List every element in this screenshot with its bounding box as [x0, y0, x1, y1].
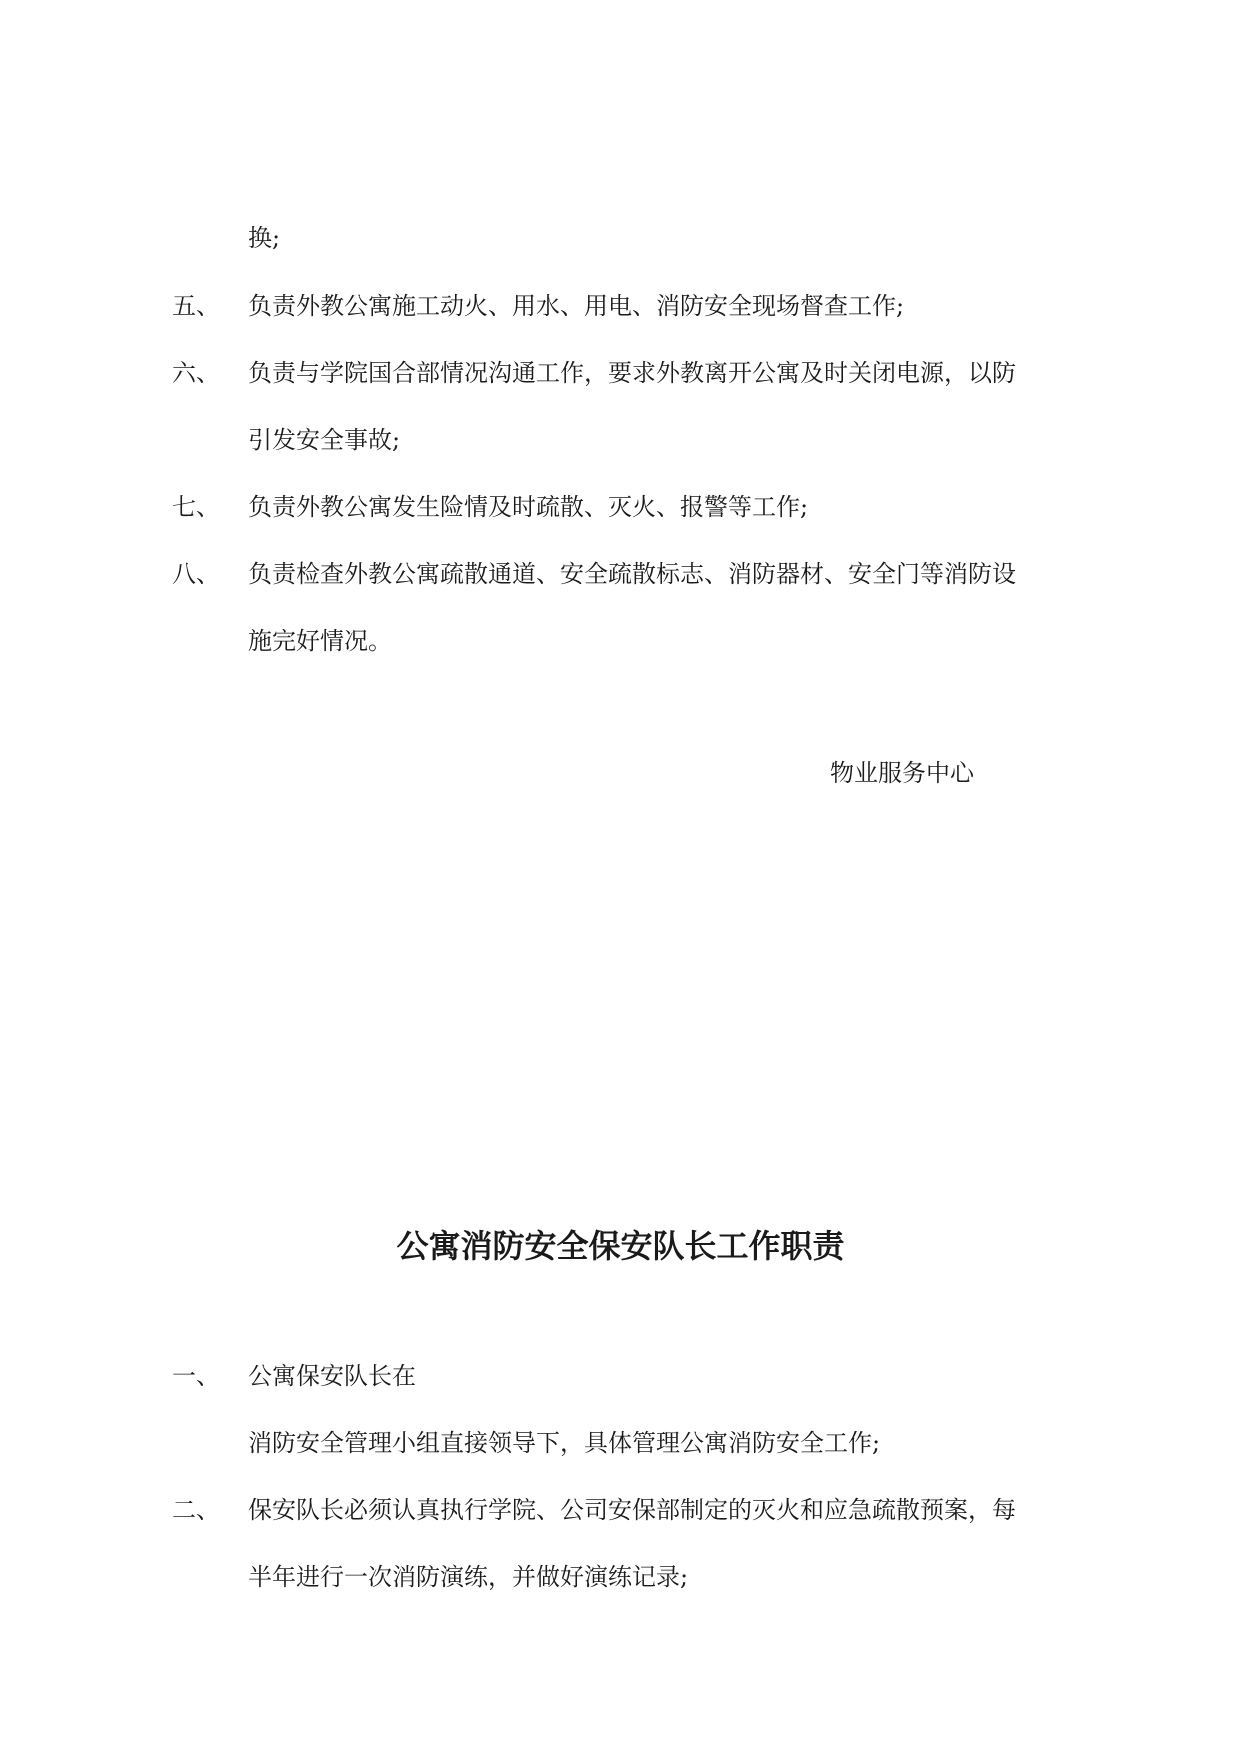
list-item-text: 半年进行一次消防演练，并做好演练记录; [248, 1563, 689, 1591]
list-item-number: 八、 [172, 560, 220, 588]
list-item-text: 公寓保安队长在 [248, 1362, 416, 1390]
signature: 物业服务中心 [830, 759, 974, 787]
list-item-text: 施完好情况。 [248, 627, 392, 655]
list-item-number: 七、 [172, 493, 220, 521]
list-item-number: 六、 [172, 359, 220, 387]
list-item-number: 二、 [172, 1496, 220, 1524]
list-item-text: 负责与学院国合部情况沟通工作，要求外教离开公寓及时关闭电源，以防 [248, 359, 1016, 387]
list-item-number: 五、 [172, 292, 220, 320]
list-item-number: 一、 [172, 1362, 220, 1390]
continued-text: 换; [248, 224, 281, 252]
list-item-text: 负责外教公寓施工动火、用水、用电、消防安全现场督查工作; [248, 292, 905, 320]
list-item-text: 引发安全事故; [248, 426, 401, 454]
list-item-text: 负责外教公寓发生险情及时疏散、灭火、报警等工作; [248, 493, 809, 521]
page-title: 公寓消防安全保安队长工作职责 [396, 1227, 845, 1265]
list-item-text: 保安队长必须认真执行学院、公司安保部制定的灭火和应急疏散预案，每 [248, 1496, 1016, 1524]
list-item-text: 负责检查外教公寓疏散通道、安全疏散标志、消防器材、安全门等消防设 [248, 560, 1016, 588]
list-item-text: 消防安全管理小组直接领导下，具体管理公寓消防安全工作; [248, 1429, 881, 1457]
